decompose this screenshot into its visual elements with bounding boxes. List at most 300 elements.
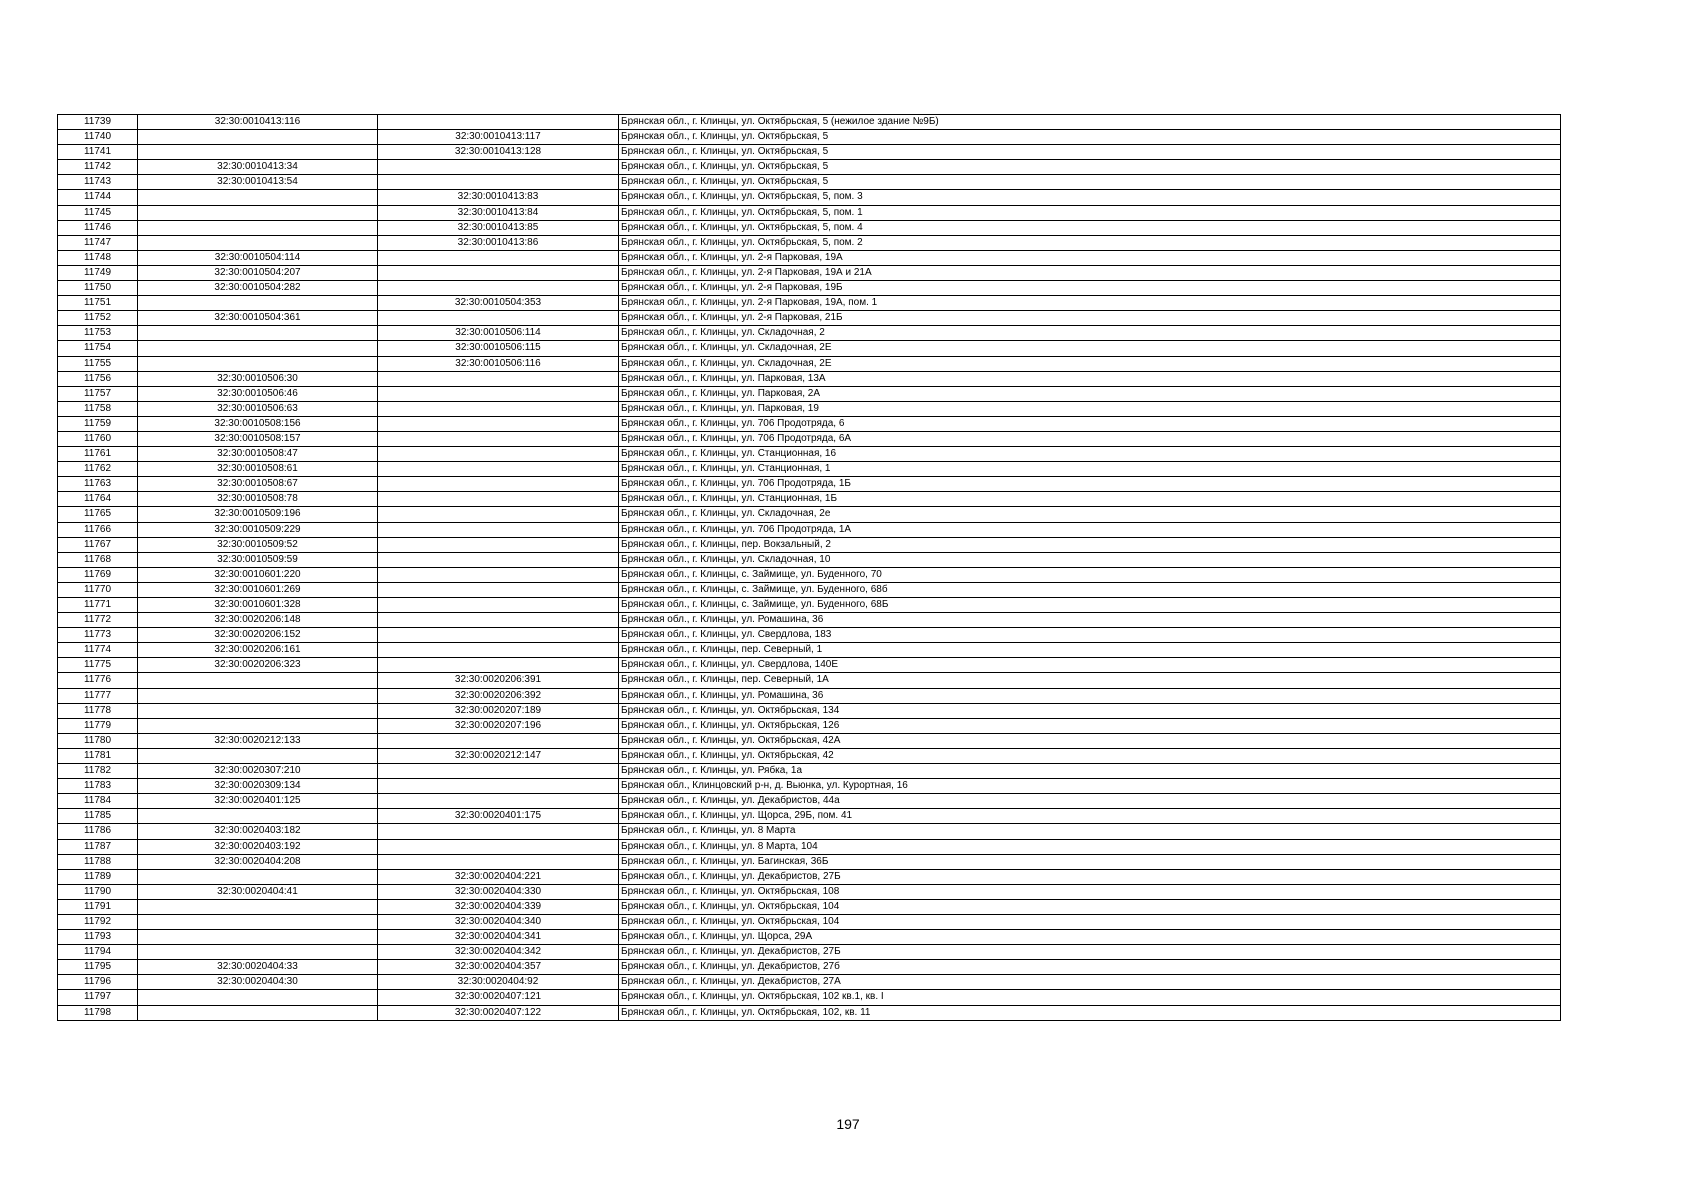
cadastral-number-cell: 32:30:0010509:59 bbox=[138, 552, 378, 567]
related-cadastral-number-cell bbox=[378, 537, 619, 552]
table-row bbox=[58, 1005, 1561, 1020]
related-cadastral-number-cell bbox=[378, 733, 619, 748]
row-number-cell: 11763 bbox=[58, 477, 138, 492]
address-cell: Брянская обл., г. Клинцы, ул. Свердлова, 140Е bbox=[619, 658, 1561, 673]
related-cadastral-number-cell bbox=[378, 492, 619, 507]
related-cadastral-number-cell bbox=[378, 311, 619, 326]
related-cadastral-number-cell: 32:30:0010413:128 bbox=[378, 145, 619, 160]
address-cell: Брянская обл., г. Клинцы, ул. Октябрьская, 102, кв. 11 bbox=[619, 1005, 1561, 1020]
related-cadastral-number-cell bbox=[378, 628, 619, 643]
table-row bbox=[58, 643, 1561, 658]
table-row bbox=[58, 658, 1561, 673]
table-row bbox=[58, 115, 1561, 130]
related-cadastral-number-cell bbox=[378, 386, 619, 401]
row-number-cell: 11764 bbox=[58, 492, 138, 507]
row-number-cell: 11761 bbox=[58, 447, 138, 462]
related-cadastral-number-cell bbox=[378, 854, 619, 869]
cadastral-number-cell bbox=[138, 1005, 378, 1020]
cadastral-number-cell: 32:30:0010413:54 bbox=[138, 175, 378, 190]
related-cadastral-number-cell: 32:30:0020401:175 bbox=[378, 809, 619, 824]
table-row bbox=[58, 884, 1561, 899]
related-cadastral-number-cell bbox=[378, 462, 619, 477]
cadastral-number-cell: 32:30:0010509:52 bbox=[138, 537, 378, 552]
row-number-cell: 11765 bbox=[58, 507, 138, 522]
related-cadastral-number-cell bbox=[378, 416, 619, 431]
row-number-cell: 11752 bbox=[58, 311, 138, 326]
table-row bbox=[58, 190, 1561, 205]
address-cell: Брянская обл., г. Клинцы, ул. Октябрьская, 104 bbox=[619, 914, 1561, 929]
cadastral-number-cell: 32:30:0010601:269 bbox=[138, 582, 378, 597]
address-cell: Брянская обл., г. Клинцы, ул. 2-я Парковая, 21Б bbox=[619, 311, 1561, 326]
table-row bbox=[58, 703, 1561, 718]
address-cell: Брянская обл., г. Клинцы, ул. Октябрьская, 104 bbox=[619, 899, 1561, 914]
related-cadastral-number-cell bbox=[378, 160, 619, 175]
row-number-cell: 11768 bbox=[58, 552, 138, 567]
address-cell: Брянская обл., г. Клинцы, ул. 2-я Парковая, 19А, пом. 1 bbox=[619, 296, 1561, 311]
table-row bbox=[58, 311, 1561, 326]
cadastral-number-cell bbox=[138, 356, 378, 371]
cadastral-number-cell bbox=[138, 930, 378, 945]
table-row bbox=[58, 779, 1561, 794]
related-cadastral-number-cell: 32:30:0010413:85 bbox=[378, 220, 619, 235]
table-row bbox=[58, 477, 1561, 492]
cadastral-number-cell: 32:30:0010506:63 bbox=[138, 401, 378, 416]
row-number-cell: 11773 bbox=[58, 628, 138, 643]
related-cadastral-number-cell: 32:30:0010506:116 bbox=[378, 356, 619, 371]
related-cadastral-number-cell bbox=[378, 794, 619, 809]
address-cell: Брянская обл., г. Клинцы, ул. Рябка, 1а bbox=[619, 764, 1561, 779]
address-cell: Брянская обл., г. Клинцы, ул. 2-я Парковая, 19А bbox=[619, 250, 1561, 265]
row-number-cell: 11794 bbox=[58, 945, 138, 960]
cadastral-number-cell bbox=[138, 809, 378, 824]
table-row bbox=[58, 431, 1561, 446]
related-cadastral-number-cell: 32:30:0010504:353 bbox=[378, 296, 619, 311]
address-cell: Брянская обл., г. Клинцы, ул. Складочная, 2Е bbox=[619, 341, 1561, 356]
row-number-cell: 11744 bbox=[58, 190, 138, 205]
table-row bbox=[58, 794, 1561, 809]
related-cadastral-number-cell: 32:30:0020404:342 bbox=[378, 945, 619, 960]
address-cell: Брянская обл., г. Клинцы, ул. Багинская, 36Б bbox=[619, 854, 1561, 869]
address-cell: Брянская обл., г. Клинцы, ул. Складочная, 2 bbox=[619, 326, 1561, 341]
related-cadastral-number-cell bbox=[378, 582, 619, 597]
row-number-cell: 11791 bbox=[58, 899, 138, 914]
address-cell: Брянская обл., г. Клинцы, ул. Ромашина, 36 bbox=[619, 688, 1561, 703]
table-row bbox=[58, 854, 1561, 869]
row-number-cell: 11779 bbox=[58, 718, 138, 733]
table-row bbox=[58, 764, 1561, 779]
row-number-cell: 11792 bbox=[58, 914, 138, 929]
table-row bbox=[58, 537, 1561, 552]
row-number-cell: 11778 bbox=[58, 703, 138, 718]
address-cell: Брянская обл., г. Клинцы, пер. Северный, 1 bbox=[619, 643, 1561, 658]
cadastral-number-cell bbox=[138, 688, 378, 703]
cadastral-number-cell: 32:30:0010413:116 bbox=[138, 115, 378, 130]
cadastral-number-cell bbox=[138, 673, 378, 688]
table-row bbox=[58, 809, 1561, 824]
cadastral-number-cell bbox=[138, 914, 378, 929]
table-row bbox=[58, 205, 1561, 220]
related-cadastral-number-cell: 32:30:0010413:83 bbox=[378, 190, 619, 205]
cadastral-number-cell: 32:30:0010504:114 bbox=[138, 250, 378, 265]
related-cadastral-number-cell: 32:30:0020404:221 bbox=[378, 869, 619, 884]
row-number-cell: 11797 bbox=[58, 990, 138, 1005]
address-cell: Брянская обл., г. Клинцы, ул. Октябрьская, 5 bbox=[619, 175, 1561, 190]
registry-table bbox=[57, 114, 1561, 1021]
address-cell: Брянская обл., г. Клинцы, ул. Октябрьская, 5 bbox=[619, 130, 1561, 145]
cadastral-number-cell: 32:30:0020206:323 bbox=[138, 658, 378, 673]
row-number-cell: 11774 bbox=[58, 643, 138, 658]
address-cell: Брянская обл., г. Клинцы, ул. Декабристов, 27Б bbox=[619, 945, 1561, 960]
table-row bbox=[58, 145, 1561, 160]
related-cadastral-number-cell: 32:30:0020206:391 bbox=[378, 673, 619, 688]
table-row bbox=[58, 613, 1561, 628]
cadastral-number-cell: 32:30:0010504:207 bbox=[138, 265, 378, 280]
row-number-cell: 11780 bbox=[58, 733, 138, 748]
row-number-cell: 11776 bbox=[58, 673, 138, 688]
address-cell: Брянская обл., г. Клинцы, ул. Складочная, 2е bbox=[619, 507, 1561, 522]
table-row bbox=[58, 673, 1561, 688]
related-cadastral-number-cell bbox=[378, 567, 619, 582]
address-cell: Брянская обл., г. Клинцы, ул. Ромашина, 36 bbox=[619, 613, 1561, 628]
address-cell: Брянская обл., г. Клинцы, ул. Станционная, 16 bbox=[619, 447, 1561, 462]
table-row bbox=[58, 552, 1561, 567]
table-row bbox=[58, 371, 1561, 386]
cadastral-number-cell: 32:30:0010508:157 bbox=[138, 431, 378, 446]
cadastral-number-cell: 32:30:0010508:78 bbox=[138, 492, 378, 507]
row-number-cell: 11749 bbox=[58, 265, 138, 280]
row-number-cell: 11790 bbox=[58, 884, 138, 899]
cadastral-number-cell: 32:30:0010504:282 bbox=[138, 281, 378, 296]
table-row bbox=[58, 598, 1561, 613]
address-cell: Брянская обл., г. Клинцы, ул. Щорса, 29Б, пом. 41 bbox=[619, 809, 1561, 824]
related-cadastral-number-cell: 32:30:0020407:121 bbox=[378, 990, 619, 1005]
table-row bbox=[58, 839, 1561, 854]
row-number-cell: 11782 bbox=[58, 764, 138, 779]
address-cell: Брянская обл., г. Клинцы, ул. Октябрьская, 108 bbox=[619, 884, 1561, 899]
address-cell: Брянская обл., г. Клинцы, ул. Октябрьская, 5, пом. 1 bbox=[619, 205, 1561, 220]
table-row bbox=[58, 265, 1561, 280]
table-row bbox=[58, 507, 1561, 522]
table-row bbox=[58, 824, 1561, 839]
address-cell: Брянская обл., г. Клинцы, ул. Октябрьская, 134 bbox=[619, 703, 1561, 718]
row-number-cell: 11781 bbox=[58, 748, 138, 763]
cadastral-number-cell: 32:30:0020403:192 bbox=[138, 839, 378, 854]
related-cadastral-number-cell bbox=[378, 115, 619, 130]
table-row bbox=[58, 582, 1561, 597]
cadastral-number-cell bbox=[138, 718, 378, 733]
related-cadastral-number-cell bbox=[378, 401, 619, 416]
row-number-cell: 11739 bbox=[58, 115, 138, 130]
related-cadastral-number-cell: 32:30:0020207:196 bbox=[378, 718, 619, 733]
row-number-cell: 11798 bbox=[58, 1005, 138, 1020]
address-cell: Брянская обл., г. Клинцы, ул. Октябрьская, 5, пом. 2 bbox=[619, 235, 1561, 250]
address-cell: Брянская обл., г. Клинцы, ул. Декабристов, 27Б bbox=[619, 869, 1561, 884]
page-number: 197 bbox=[836, 1116, 860, 1132]
related-cadastral-number-cell: 32:30:0010413:84 bbox=[378, 205, 619, 220]
row-number-cell: 11751 bbox=[58, 296, 138, 311]
address-cell: Брянская обл., г. Клинцы, ул. Парковая, 19 bbox=[619, 401, 1561, 416]
table-row bbox=[58, 492, 1561, 507]
table-row bbox=[58, 914, 1561, 929]
cadastral-number-cell: 32:30:0010601:220 bbox=[138, 567, 378, 582]
table-row bbox=[58, 960, 1561, 975]
row-number-cell: 11745 bbox=[58, 205, 138, 220]
related-cadastral-number-cell: 32:30:0020212:147 bbox=[378, 748, 619, 763]
table-row bbox=[58, 401, 1561, 416]
cadastral-number-cell bbox=[138, 145, 378, 160]
row-number-cell: 11743 bbox=[58, 175, 138, 190]
related-cadastral-number-cell bbox=[378, 779, 619, 794]
table-row bbox=[58, 296, 1561, 311]
cadastral-number-cell bbox=[138, 703, 378, 718]
row-number-cell: 11785 bbox=[58, 809, 138, 824]
table-row bbox=[58, 567, 1561, 582]
address-cell: Брянская обл., г. Клинцы, ул. Октябрьская, 102 кв.1, кв. I bbox=[619, 990, 1561, 1005]
related-cadastral-number-cell bbox=[378, 431, 619, 446]
cadastral-number-cell: 32:30:0010509:229 bbox=[138, 522, 378, 537]
address-cell: Брянская обл., г. Клинцы, с. Займище, ул. Буденного, 70 bbox=[619, 567, 1561, 582]
table-row bbox=[58, 235, 1561, 250]
table-row bbox=[58, 281, 1561, 296]
cadastral-number-cell: 32:30:0010508:61 bbox=[138, 462, 378, 477]
row-number-cell: 11755 bbox=[58, 356, 138, 371]
related-cadastral-number-cell: 32:30:0020407:122 bbox=[378, 1005, 619, 1020]
table-row bbox=[58, 899, 1561, 914]
table-row bbox=[58, 416, 1561, 431]
address-cell: Брянская обл., г. Клинцы, ул. Октябрьская, 5 bbox=[619, 145, 1561, 160]
table-row bbox=[58, 220, 1561, 235]
related-cadastral-number-cell: 32:30:0020404:357 bbox=[378, 960, 619, 975]
address-cell: Брянская обл., г. Клинцы, с. Займище, ул. Буденного, 68б bbox=[619, 582, 1561, 597]
related-cadastral-number-cell bbox=[378, 613, 619, 628]
related-cadastral-number-cell bbox=[378, 507, 619, 522]
cadastral-number-cell: 32:30:0010601:328 bbox=[138, 598, 378, 613]
address-cell: Брянская обл., г. Клинцы, ул. Октябрьская, 5, пом. 4 bbox=[619, 220, 1561, 235]
address-cell: Брянская обл., г. Клинцы, ул. Декабристов, 27б bbox=[619, 960, 1561, 975]
address-cell: Брянская обл., г. Клинцы, ул. Октябрьская, 5 bbox=[619, 160, 1561, 175]
table-row bbox=[58, 175, 1561, 190]
cadastral-number-cell: 32:30:0010506:30 bbox=[138, 371, 378, 386]
related-cadastral-number-cell bbox=[378, 598, 619, 613]
row-number-cell: 11748 bbox=[58, 250, 138, 265]
table-row bbox=[58, 628, 1561, 643]
table-row bbox=[58, 748, 1561, 763]
cadastral-number-cell bbox=[138, 945, 378, 960]
row-number-cell: 11771 bbox=[58, 598, 138, 613]
cadastral-number-cell: 32:30:0020401:125 bbox=[138, 794, 378, 809]
cadastral-number-cell bbox=[138, 869, 378, 884]
table-row bbox=[58, 462, 1561, 477]
cadastral-number-cell: 32:30:0010506:46 bbox=[138, 386, 378, 401]
row-number-cell: 11754 bbox=[58, 341, 138, 356]
address-cell: Брянская обл., Клинцовский р-н, д. Вьюнка, ул. Курортная, 16 bbox=[619, 779, 1561, 794]
address-cell: Брянская обл., г. Клинцы, ул. Щорса, 29А bbox=[619, 930, 1561, 945]
related-cadastral-number-cell: 32:30:0010506:115 bbox=[378, 341, 619, 356]
table-row bbox=[58, 130, 1561, 145]
cadastral-number-cell bbox=[138, 341, 378, 356]
row-number-cell: 11787 bbox=[58, 839, 138, 854]
related-cadastral-number-cell: 32:30:0020206:392 bbox=[378, 688, 619, 703]
row-number-cell: 11793 bbox=[58, 930, 138, 945]
table-row bbox=[58, 688, 1561, 703]
cadastral-number-cell bbox=[138, 220, 378, 235]
cadastral-number-cell bbox=[138, 748, 378, 763]
cadastral-number-cell: 32:30:0020404:208 bbox=[138, 854, 378, 869]
cadastral-number-cell: 32:30:0020404:41 bbox=[138, 884, 378, 899]
cadastral-number-cell: 32:30:0020404:33 bbox=[138, 960, 378, 975]
row-number-cell: 11747 bbox=[58, 235, 138, 250]
table-row bbox=[58, 869, 1561, 884]
row-number-cell: 11762 bbox=[58, 462, 138, 477]
row-number-cell: 11796 bbox=[58, 975, 138, 990]
cadastral-number-cell bbox=[138, 130, 378, 145]
cadastral-number-cell: 32:30:0010504:361 bbox=[138, 311, 378, 326]
related-cadastral-number-cell bbox=[378, 371, 619, 386]
cadastral-number-cell: 32:30:0020206:152 bbox=[138, 628, 378, 643]
table-row bbox=[58, 990, 1561, 1005]
address-cell: Брянская обл., г. Клинцы, ул. Свердлова, 183 bbox=[619, 628, 1561, 643]
row-number-cell: 11750 bbox=[58, 281, 138, 296]
row-number-cell: 11753 bbox=[58, 326, 138, 341]
address-cell: Брянская обл., г. Клинцы, с. Займище, ул. Буденного, 68Б bbox=[619, 598, 1561, 613]
related-cadastral-number-cell bbox=[378, 658, 619, 673]
address-cell: Брянская обл., г. Клинцы, пер. Северный, 1А bbox=[619, 673, 1561, 688]
table-row bbox=[58, 160, 1561, 175]
address-cell: Брянская обл., г. Клинцы, пер. Вокзальный, 2 bbox=[619, 537, 1561, 552]
related-cadastral-number-cell: 32:30:0010413:86 bbox=[378, 235, 619, 250]
related-cadastral-number-cell: 32:30:0020207:189 bbox=[378, 703, 619, 718]
related-cadastral-number-cell: 32:30:0020404:330 bbox=[378, 884, 619, 899]
cadastral-number-cell: 32:30:0010508:67 bbox=[138, 477, 378, 492]
related-cadastral-number-cell bbox=[378, 764, 619, 779]
address-cell: Брянская обл., г. Клинцы, ул. 8 Марта bbox=[619, 824, 1561, 839]
related-cadastral-number-cell bbox=[378, 522, 619, 537]
table-row bbox=[58, 326, 1561, 341]
table-row bbox=[58, 945, 1561, 960]
related-cadastral-number-cell bbox=[378, 643, 619, 658]
row-number-cell: 11770 bbox=[58, 582, 138, 597]
cadastral-number-cell bbox=[138, 296, 378, 311]
address-cell: Брянская обл., г. Клинцы, ул. 706 Продотряда, 6 bbox=[619, 416, 1561, 431]
row-number-cell: 11757 bbox=[58, 386, 138, 401]
cadastral-number-cell: 32:30:0020212:133 bbox=[138, 733, 378, 748]
cadastral-number-cell bbox=[138, 205, 378, 220]
cadastral-number-cell bbox=[138, 326, 378, 341]
address-cell: Брянская обл., г. Клинцы, ул. 706 Продотряда, 1А bbox=[619, 522, 1561, 537]
row-number-cell: 11777 bbox=[58, 688, 138, 703]
row-number-cell: 11788 bbox=[58, 854, 138, 869]
row-number-cell: 11767 bbox=[58, 537, 138, 552]
row-number-cell: 11775 bbox=[58, 658, 138, 673]
related-cadastral-number-cell bbox=[378, 824, 619, 839]
address-cell: Брянская обл., г. Клинцы, ул. Октябрьская, 42 bbox=[619, 748, 1561, 763]
address-cell: Брянская обл., г. Клинцы, ул. Декабристов, 44а bbox=[619, 794, 1561, 809]
cadastral-number-cell bbox=[138, 235, 378, 250]
row-number-cell: 11784 bbox=[58, 794, 138, 809]
table-row bbox=[58, 341, 1561, 356]
table-body bbox=[58, 115, 1561, 1021]
address-cell: Брянская обл., г. Клинцы, ул. Декабристов, 27А bbox=[619, 975, 1561, 990]
cadastral-number-cell: 32:30:0020403:182 bbox=[138, 824, 378, 839]
row-number-cell: 11741 bbox=[58, 145, 138, 160]
cadastral-number-cell: 32:30:0010508:156 bbox=[138, 416, 378, 431]
row-number-cell: 11783 bbox=[58, 779, 138, 794]
related-cadastral-number-cell bbox=[378, 281, 619, 296]
address-cell: Брянская обл., г. Клинцы, ул. Складочная, 10 bbox=[619, 552, 1561, 567]
cadastral-number-cell: 32:30:0010509:196 bbox=[138, 507, 378, 522]
related-cadastral-number-cell: 32:30:0010506:114 bbox=[378, 326, 619, 341]
related-cadastral-number-cell: 32:30:0020404:340 bbox=[378, 914, 619, 929]
address-cell: Брянская обл., г. Клинцы, ул. Складочная, 2Е bbox=[619, 356, 1561, 371]
table-row bbox=[58, 733, 1561, 748]
related-cadastral-number-cell: 32:30:0020404:92 bbox=[378, 975, 619, 990]
address-cell: Брянская обл., г. Клинцы, ул. Октябрьская, 42А bbox=[619, 733, 1561, 748]
address-cell: Брянская обл., г. Клинцы, ул. 2-я Парковая, 19Б bbox=[619, 281, 1561, 296]
cadastral-number-cell: 32:30:0020307:210 bbox=[138, 764, 378, 779]
cadastral-number-cell: 32:30:0020404:30 bbox=[138, 975, 378, 990]
cadastral-number-cell: 32:30:0010413:34 bbox=[138, 160, 378, 175]
row-number-cell: 11756 bbox=[58, 371, 138, 386]
row-number-cell: 11740 bbox=[58, 130, 138, 145]
row-number-cell: 11746 bbox=[58, 220, 138, 235]
row-number-cell: 11760 bbox=[58, 431, 138, 446]
row-number-cell: 11769 bbox=[58, 567, 138, 582]
address-cell: Брянская обл., г. Клинцы, ул. Октябрьская, 5 (нежилое здание №9Б) bbox=[619, 115, 1561, 130]
table-row bbox=[58, 250, 1561, 265]
related-cadastral-number-cell bbox=[378, 250, 619, 265]
cadastral-number-cell bbox=[138, 990, 378, 1005]
row-number-cell: 11766 bbox=[58, 522, 138, 537]
table-row bbox=[58, 522, 1561, 537]
address-cell: Брянская обл., г. Клинцы, ул. Октябрьская, 5, пом. 3 bbox=[619, 190, 1561, 205]
address-cell: Брянская обл., г. Клинцы, ул. 2-я Парковая, 19А и 21А bbox=[619, 265, 1561, 280]
address-cell: Брянская обл., г. Клинцы, ул. Станционная, 1Б bbox=[619, 492, 1561, 507]
related-cadastral-number-cell bbox=[378, 477, 619, 492]
row-number-cell: 11789 bbox=[58, 869, 138, 884]
address-cell: Брянская обл., г. Клинцы, ул. 706 Продотряда, 1Б bbox=[619, 477, 1561, 492]
address-cell: Брянская обл., г. Клинцы, ул. 8 Марта, 104 bbox=[619, 839, 1561, 854]
address-cell: Брянская обл., г. Клинцы, ул. Парковая, 2А bbox=[619, 386, 1561, 401]
row-number-cell: 11758 bbox=[58, 401, 138, 416]
related-cadastral-number-cell: 32:30:0020404:341 bbox=[378, 930, 619, 945]
cadastral-number-cell: 32:30:0020206:148 bbox=[138, 613, 378, 628]
address-cell: Брянская обл., г. Клинцы, ул. 706 Продотряда, 6А bbox=[619, 431, 1561, 446]
row-number-cell: 11772 bbox=[58, 613, 138, 628]
row-number-cell: 11786 bbox=[58, 824, 138, 839]
cadastral-number-cell bbox=[138, 190, 378, 205]
address-cell: Брянская обл., г. Клинцы, ул. Парковая, 13А bbox=[619, 371, 1561, 386]
row-number-cell: 11759 bbox=[58, 416, 138, 431]
table-row bbox=[58, 447, 1561, 462]
related-cadastral-number-cell bbox=[378, 839, 619, 854]
related-cadastral-number-cell bbox=[378, 175, 619, 190]
table-row bbox=[58, 386, 1561, 401]
related-cadastral-number-cell: 32:30:0010413:117 bbox=[378, 130, 619, 145]
table-row bbox=[58, 975, 1561, 990]
related-cadastral-number-cell: 32:30:0020404:339 bbox=[378, 899, 619, 914]
cadastral-number-cell: 32:30:0020206:161 bbox=[138, 643, 378, 658]
table-row bbox=[58, 718, 1561, 733]
related-cadastral-number-cell bbox=[378, 552, 619, 567]
related-cadastral-number-cell bbox=[378, 265, 619, 280]
cadastral-number-cell: 32:30:0020309:134 bbox=[138, 779, 378, 794]
related-cadastral-number-cell bbox=[378, 447, 619, 462]
table-row bbox=[58, 930, 1561, 945]
address-cell: Брянская обл., г. Клинцы, ул. Октябрьская, 126 bbox=[619, 718, 1561, 733]
cadastral-number-cell: 32:30:0010508:47 bbox=[138, 447, 378, 462]
cadastral-number-cell bbox=[138, 899, 378, 914]
row-number-cell: 11742 bbox=[58, 160, 138, 175]
